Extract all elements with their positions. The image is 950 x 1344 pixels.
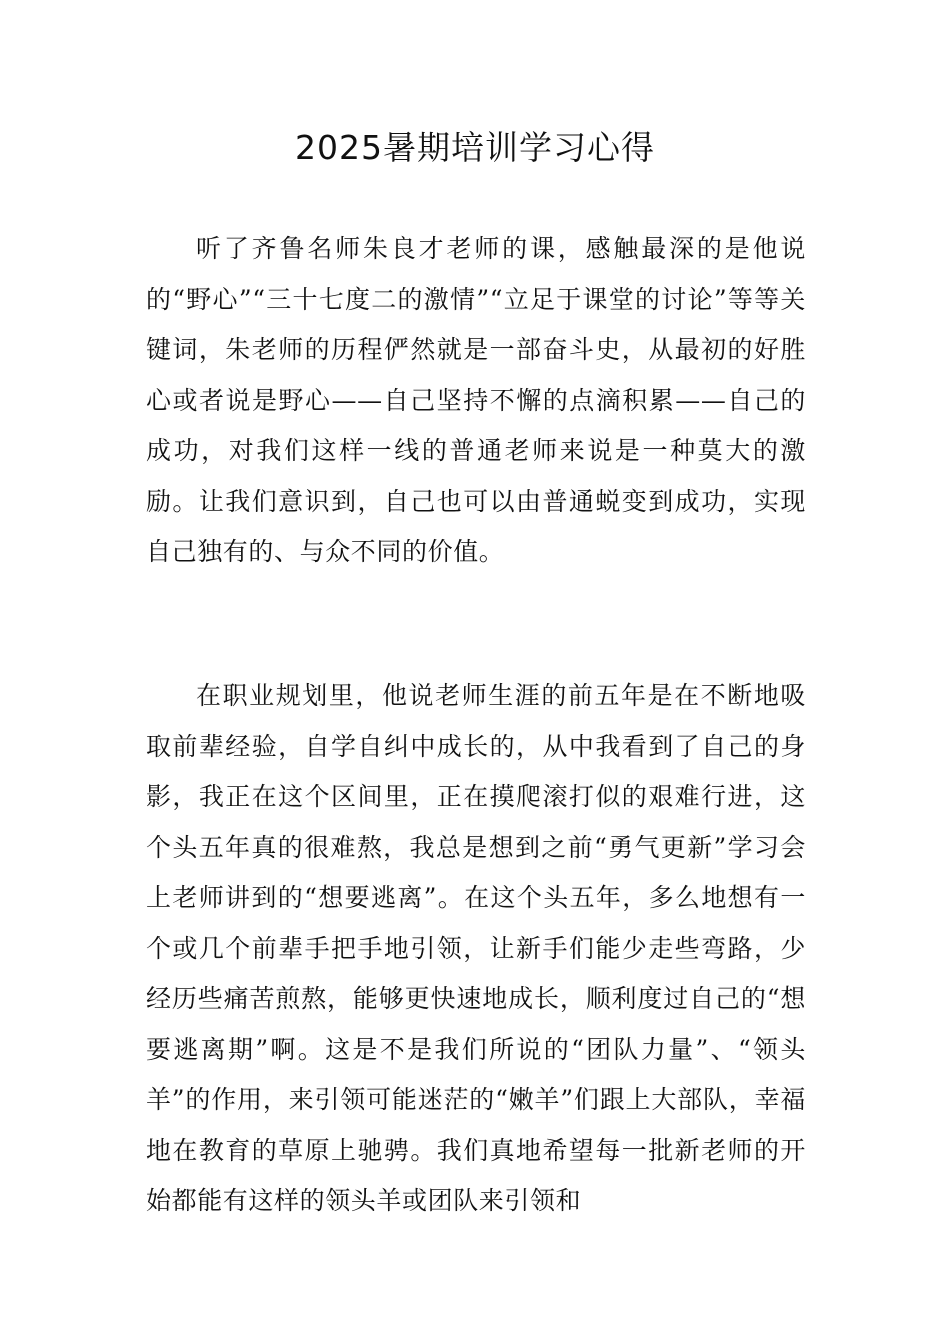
- paragraph-2: 在职业规划里，他说老师生涯的前五年是在不断地吸取前辈经验，自学自纠中成长的，从中我看到了自己的身影，我正在这个区间里，正在摸爬滚打似的艰难行进，这个头五年真的很难熬，我总是想到之前“勇气更新”学习会上老师讲到的“想要逃离”。在这个头五年，多么地想有一个或几个前辈手把手地引领，让新手们能少走些弯路，少经历些痛苦煎熬，能够更快速地成长，顺利度过自己的“想要逃离期”啊。这是不是我们所说的“团队力量”、“领头羊”的作用，来引领可能迷茫的“嫩羊”们跟上大部队，幸福地在教育的草原上驰骋。我们真地希望每一批新老师的开始都能有这样的领头羊或团队来引领和: [146, 681, 806, 1215]
- page-title: 2025暑期培训学习心得: [295, 128, 655, 167]
- paragraph-1: 听了齐鲁名师朱良才老师的课，感触最深的是他说的“野心”“三十七度二的激情”“立足于课堂的讨论”等等关键词，朱老师的历程俨然就是一部奋斗史，从最初的好胜心或者说是野心——自己坚持不懈的点滴积累——自己的成功，对我们这样一线的普通老师来说是一种莫大的激励。让我们意识到，自己也可以由普通蜕变到成功，实现自己独有的、与众不同的价值。: [146, 234, 806, 566]
